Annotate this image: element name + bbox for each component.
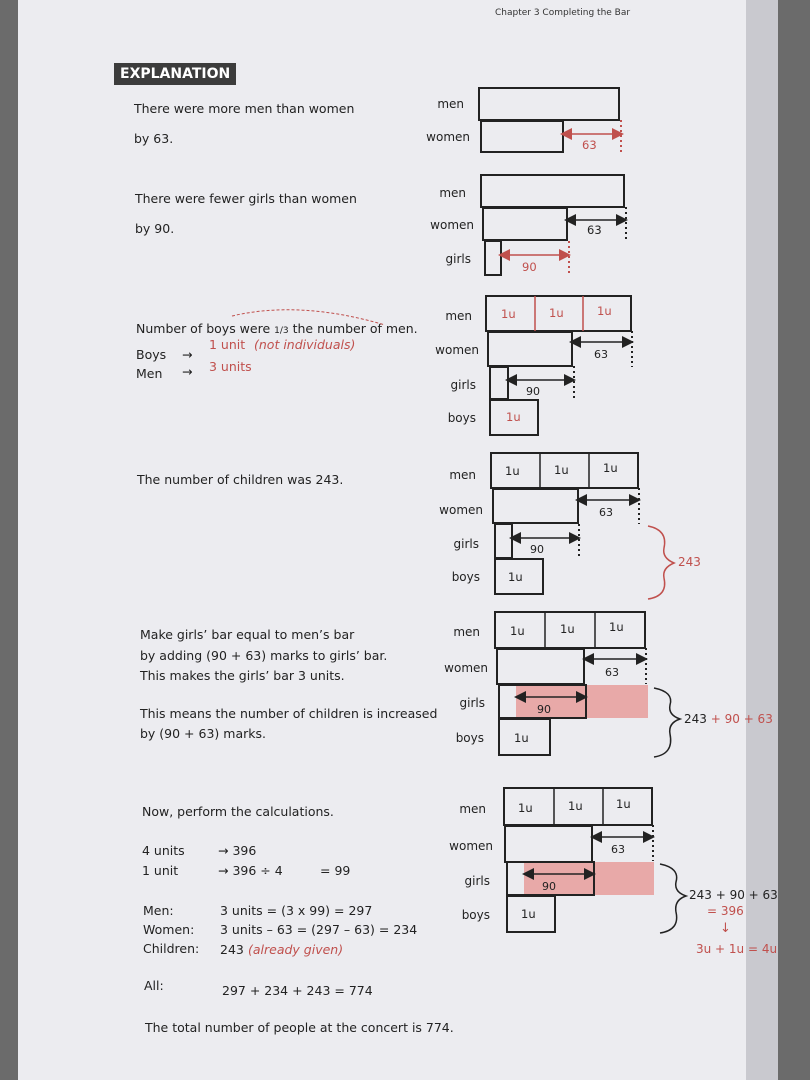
d5-label-women: women: [444, 661, 488, 675]
d4-value-90: 90: [530, 543, 544, 556]
s3-post: the number of men.: [292, 321, 418, 336]
d2-label-women: women: [430, 218, 474, 232]
d6-unit-boys: 1u: [521, 907, 536, 921]
s6-children-note: (already given): [248, 942, 344, 957]
s2-line1: There were fewer girls than women: [135, 191, 357, 206]
d6-sum: 243 + 90 + 63: [689, 888, 778, 902]
d3-unit-boys: 1u: [506, 410, 521, 424]
d5-unit-3: 1u: [609, 620, 624, 634]
d4-unit-3: 1u: [603, 461, 618, 475]
d6-label-women: women: [449, 839, 493, 853]
d6-sum-result: = 396: [707, 904, 744, 918]
d2-value-63: 63: [587, 223, 602, 237]
s6-men-value: 3 units = (3 x 99) = 297: [220, 903, 373, 918]
d2-label-men: men: [439, 186, 466, 200]
d3-label-men: men: [445, 309, 472, 323]
d4-value-63: 63: [599, 506, 613, 519]
s3-boys-value: 1 unit: [209, 337, 246, 352]
s3-arrow-1: →: [182, 347, 193, 362]
d3-label-girls: girls: [450, 378, 476, 392]
s3-fraction: 1/3: [274, 326, 289, 336]
s2-line2: by 90.: [135, 221, 175, 236]
d3-unit-2: 1u: [549, 306, 564, 320]
d3-unit-1: 1u: [501, 307, 516, 321]
d3-value-63: 63: [594, 348, 608, 361]
s5-line1: Make girls’ bar equal to men’s bar: [140, 627, 355, 642]
s1-line2: by 63.: [134, 131, 174, 146]
s3-men-label: Men: [136, 366, 163, 381]
d3-label-boys: boys: [447, 411, 476, 425]
d5-unit-1: 1u: [510, 624, 525, 638]
d1-value-63: 63: [582, 138, 597, 152]
d5-value-90: 90: [537, 703, 551, 716]
d3-unit-3: 1u: [597, 304, 612, 318]
d5-total-243: 243: [684, 712, 707, 726]
s6-men-label: Men:: [143, 903, 174, 918]
d4-unit-1: 1u: [505, 464, 520, 478]
d5-value-63: 63: [605, 666, 619, 679]
d6-down-arrow: ↓: [720, 921, 731, 936]
d6-label-boys: boys: [461, 908, 490, 922]
s6-row2-b: → 396 ÷ 4: [218, 863, 283, 878]
s6-row1-b: → 396: [218, 843, 257, 858]
d4-brace: [648, 526, 674, 599]
d6-value-90: 90: [542, 880, 556, 893]
s4-line1: The number of children was 243.: [137, 472, 344, 487]
s6-line1: Now, perform the calculations.: [142, 804, 334, 819]
running-header: Chapter 3 Completing the Bar: [495, 8, 631, 18]
d6-brace: [660, 864, 686, 933]
s3-pre: Number of boys were: [136, 321, 271, 336]
d4-label-boys: boys: [451, 570, 480, 584]
d5-label-girls: girls: [459, 696, 485, 710]
d4-label-men: men: [449, 468, 476, 482]
d4-unit-boys: 1u: [508, 570, 523, 584]
d3-label-women: women: [435, 343, 479, 357]
s6-row2-c: = 99: [320, 863, 351, 878]
d1-label-women: women: [426, 130, 470, 144]
d6-unit-1: 1u: [518, 801, 533, 815]
d6-label-girls: girls: [464, 874, 490, 888]
d5-brace: [654, 688, 680, 757]
s6-conclusion: The total number of people at the concert is 774.: [145, 1020, 454, 1035]
s6-all-label: All:: [144, 978, 164, 993]
s6-row2-a: 1 unit: [142, 863, 179, 878]
d6-units-sum: 3u + 1u = 4u: [696, 942, 778, 956]
s3-boys-note: (not individuals): [254, 337, 356, 352]
d6-unit-2: 1u: [568, 799, 583, 813]
d5-total-added: + 90 + 63: [710, 712, 773, 726]
d3-value-90: 90: [526, 385, 540, 398]
d2-label-girls: girls: [445, 252, 471, 266]
s6-children-value: 243: [220, 942, 244, 957]
s6-row1-a: 4 units: [142, 843, 185, 858]
s6-all-value: 297 + 234 + 243 = 774: [222, 983, 373, 998]
d2-value-90: 90: [522, 260, 537, 274]
s5-line5: by (90 + 63) marks.: [140, 726, 266, 741]
s6-women-label: Women:: [143, 922, 195, 937]
s5-line4: This means the number of children is increased: [140, 706, 438, 721]
d1-label-men: men: [437, 97, 464, 111]
d6-label-men: men: [459, 802, 486, 816]
s6-women-value: 3 units – 63 = (297 – 63) = 234: [220, 922, 418, 937]
s6-children-label: Children:: [143, 941, 200, 956]
d5-label-men: men: [453, 625, 480, 639]
s5-line3: This makes the girls’ bar 3 units.: [140, 668, 345, 683]
explanation-label: EXPLANATION: [114, 63, 236, 85]
d4-unit-2: 1u: [554, 463, 569, 477]
d5-label-boys: boys: [455, 731, 484, 745]
d6-unit-3: 1u: [616, 797, 631, 811]
d5-unit-boys: 1u: [514, 731, 529, 745]
d4-total-243: 243: [678, 555, 701, 569]
d3-fraction-arrow: [232, 310, 385, 325]
s5-line2: by adding (90 + 63) marks to girls’ bar.: [140, 648, 388, 663]
s1-line1: There were more men than women: [134, 101, 355, 116]
d4-label-women: women: [439, 503, 483, 517]
s3-men-value: 3 units: [209, 359, 252, 374]
s3-arrow-2: →: [182, 364, 193, 379]
s3-boys-label: Boys: [136, 347, 167, 362]
d4-label-girls: girls: [453, 537, 479, 551]
d5-unit-2: 1u: [560, 622, 575, 636]
d6-value-63: 63: [611, 843, 625, 856]
